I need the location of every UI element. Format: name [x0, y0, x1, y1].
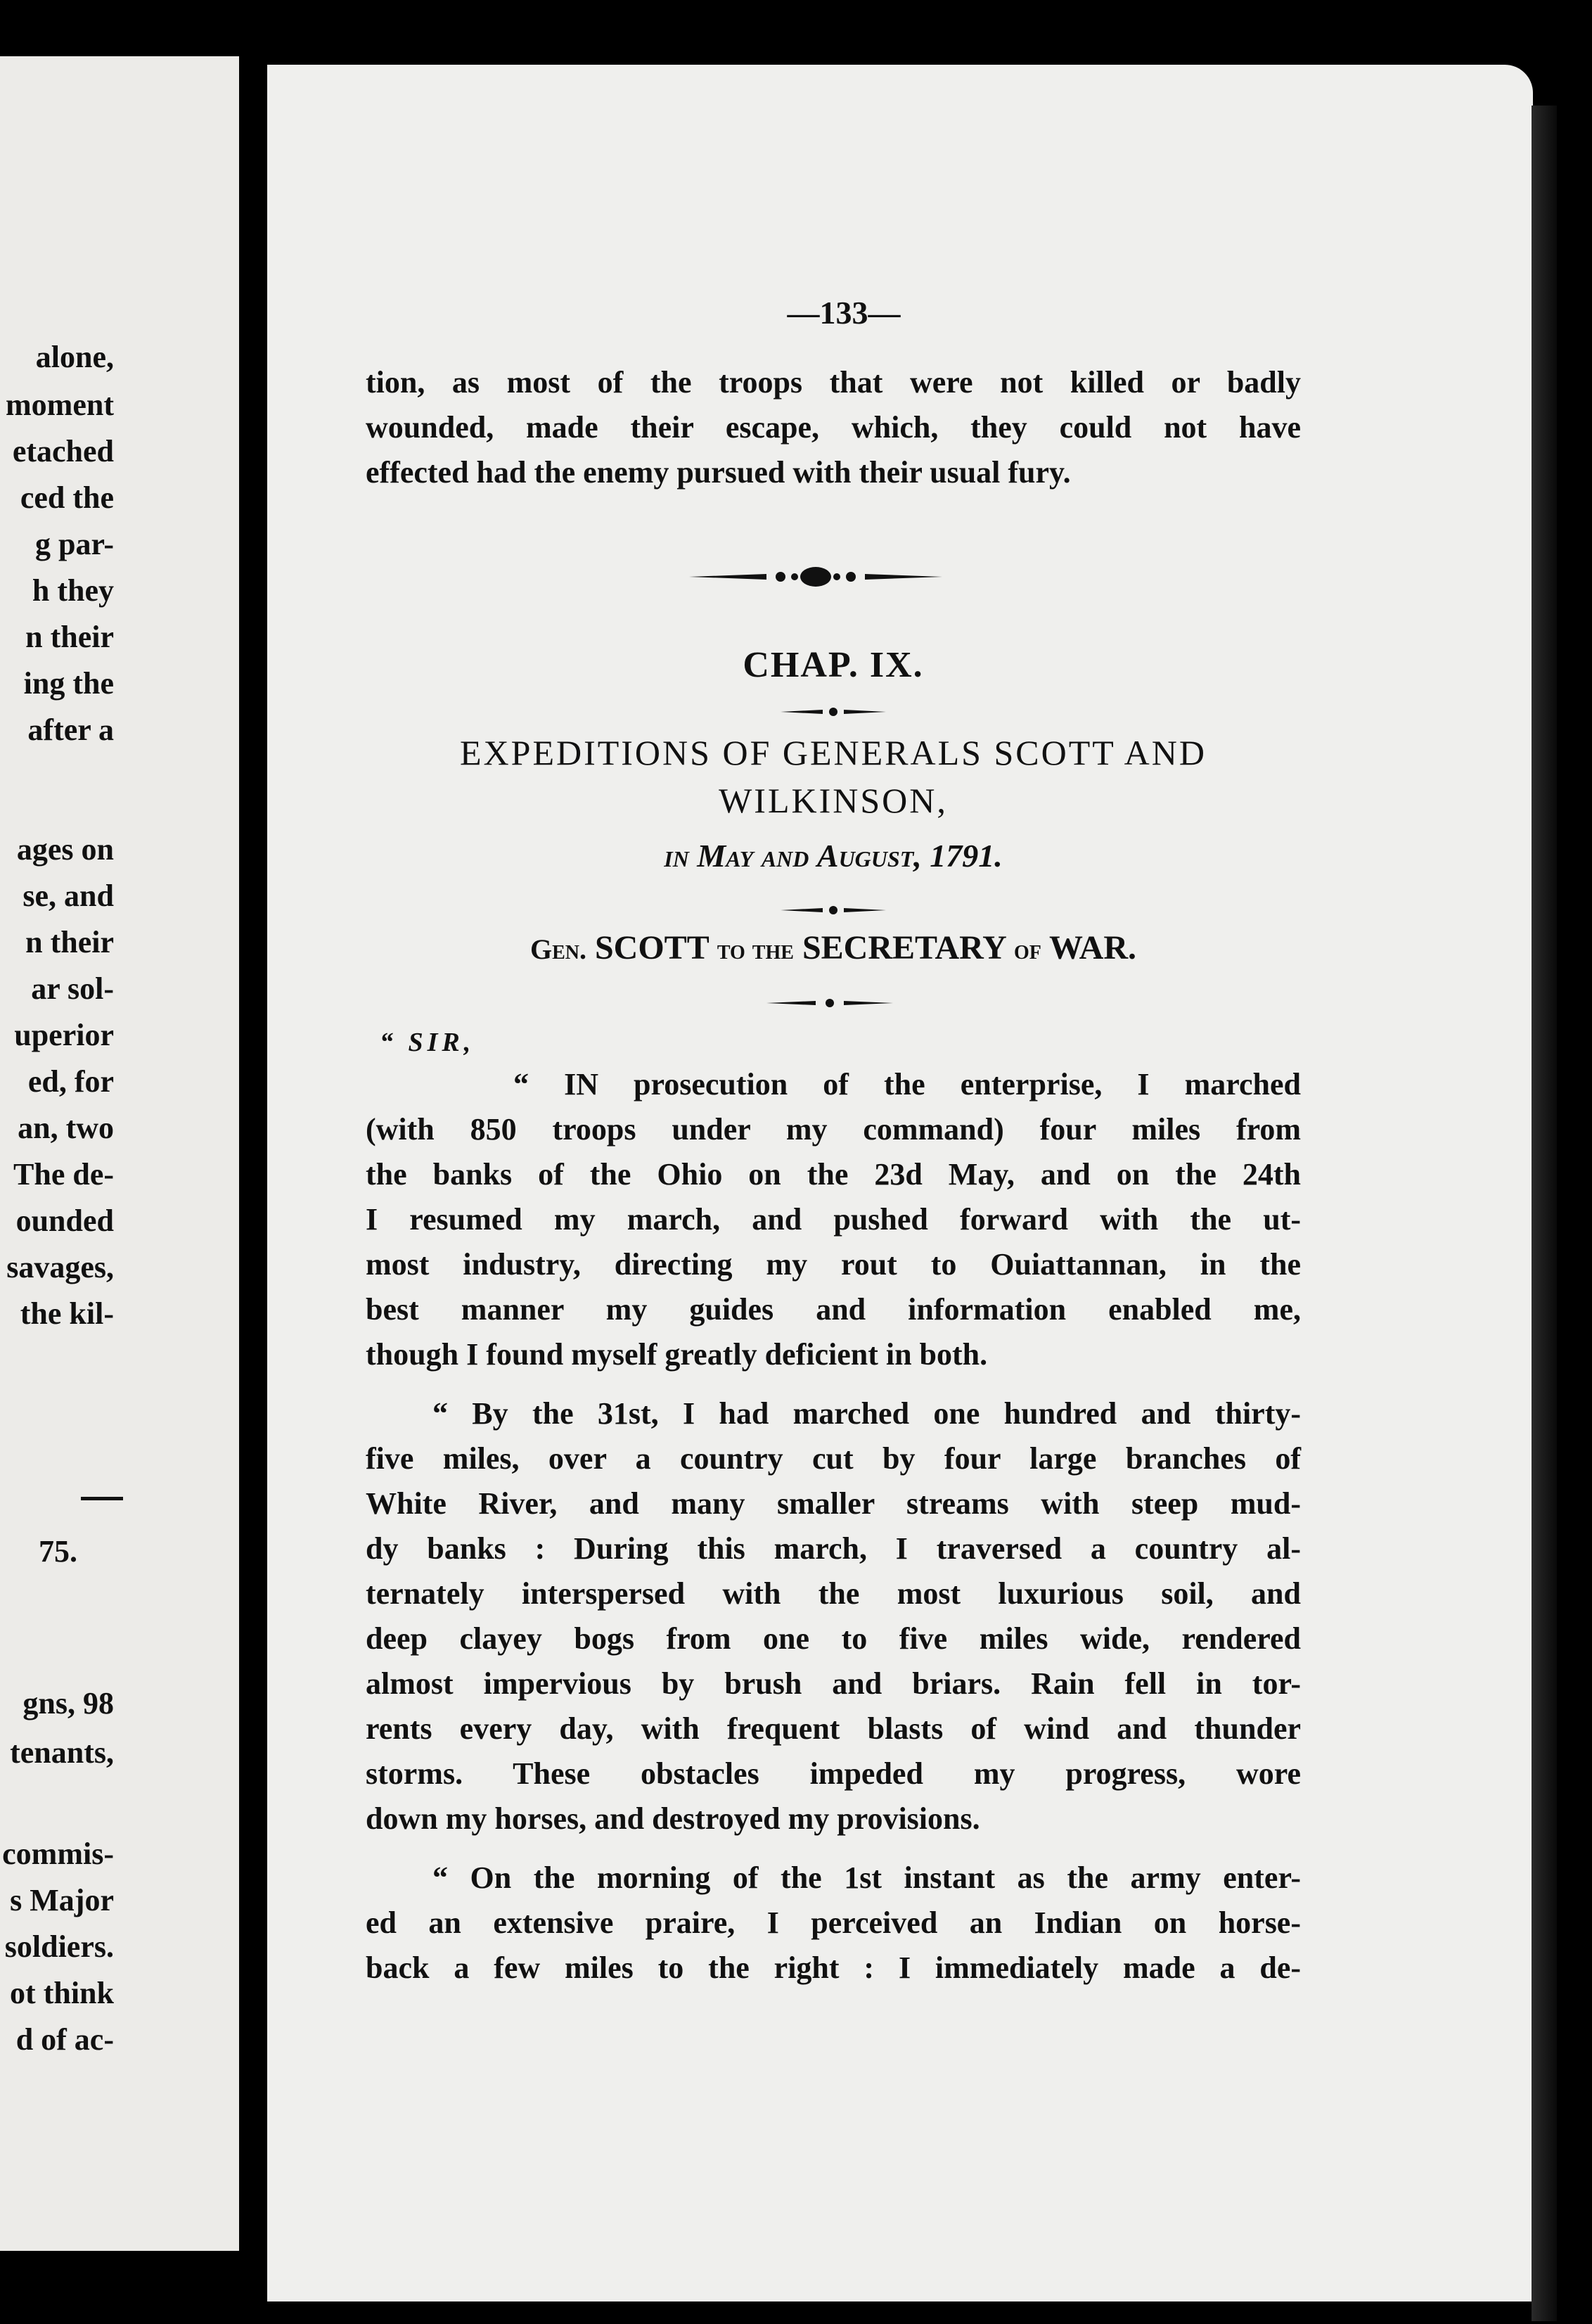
left-line: h they: [32, 573, 114, 608]
left-rule: [81, 1497, 123, 1500]
subtitle-and: and: [761, 838, 809, 874]
text-line: dy banks : During this march, I traversed a country al-: [366, 1531, 1301, 1566]
left-line: commis-: [2, 1837, 114, 1871]
ornament-divider: [689, 563, 942, 591]
heading-to-the: to the: [717, 933, 794, 965]
heading-war: WAR.: [1049, 929, 1137, 966]
text-line: “ IN prosecution of the enterprise, I marched: [513, 1067, 1301, 1102]
left-line: the kil-: [20, 1296, 114, 1331]
text-line: (with 850 troops under my command) four miles from: [366, 1112, 1301, 1147]
left-line: alone,: [35, 340, 114, 374]
text-line: most industry, directing my rout to Ouiattannan, in the: [366, 1247, 1301, 1282]
left-line: ing the: [23, 666, 114, 701]
text-line: rents every day, with frequent blasts of wind and thunder: [366, 1711, 1301, 1746]
text-line: White River, and many smaller streams with steep mud-: [366, 1486, 1301, 1521]
text-line: almost impervious by brush and briars. Rain fell in tor-: [366, 1666, 1301, 1701]
left-line: ced the: [20, 480, 114, 515]
text-line: ed an extensive praire, I perceived an Indian on horse-: [366, 1905, 1301, 1940]
left-line: s Major: [10, 1883, 114, 1917]
paragraph-1: [366, 1062, 1301, 1377]
left-line: 75.: [39, 1534, 77, 1569]
text-line: the banks of the Ohio on the 23d May, and on the 24th: [366, 1157, 1301, 1192]
title-line: WILKINSON,: [719, 781, 948, 820]
rule-ornament: [781, 705, 886, 719]
paragraph-3: [366, 1856, 1301, 1991]
chapter-subtitle: [366, 837, 1301, 874]
left-line: an, two: [18, 1111, 114, 1145]
left-line: ounded: [15, 1204, 114, 1238]
text-line: deep clayey bogs from one to five miles wide, rendered: [366, 1621, 1301, 1656]
salutation: “ SIR,: [380, 1028, 475, 1057]
title-line: EXPEDITIONS OF GENERALS SCOTT AND: [459, 733, 1207, 772]
left-line: tenants,: [10, 1735, 114, 1770]
left-line: The de-: [13, 1157, 114, 1192]
left-line: savages,: [6, 1250, 114, 1284]
previous-page-fragment: [0, 56, 239, 2251]
left-line: ot think: [10, 1976, 114, 2010]
text-line: ternately interspersed with the most luxurious soil, and: [366, 1576, 1301, 1611]
text-line: wounded, made their escape, which, they could not have: [366, 410, 1301, 445]
heading-gen: Gen.: [529, 933, 586, 965]
text-line: I resumed my march, and pushed forward with the ut-: [366, 1202, 1301, 1237]
left-line: ages on: [16, 832, 114, 867]
text-line: storms. These obstacles impeded my progress, wore: [366, 1756, 1301, 1791]
text-line: “ On the morning of the 1st instant as the army enter-: [432, 1860, 1301, 1895]
rule-ornament: [781, 903, 886, 917]
book-gutter: [239, 0, 267, 2324]
chapter-title: [366, 729, 1301, 824]
left-line: gns, 98: [23, 1686, 114, 1720]
rule-ornament: [766, 996, 893, 1010]
left-line: d of ac-: [15, 2022, 114, 2057]
subtitle-in: in: [664, 838, 689, 874]
left-line: ed, for: [27, 1064, 114, 1099]
letter-heading: [366, 928, 1301, 967]
left-line: ar sol-: [31, 971, 114, 1006]
left-line: after a: [27, 713, 114, 747]
left-line: uperior: [14, 1018, 114, 1052]
page-number: —133—: [787, 295, 901, 331]
left-line: g par-: [34, 527, 114, 561]
left-line: etached: [12, 434, 114, 468]
page-edge: [1532, 106, 1557, 2321]
continuation-paragraph: [366, 360, 1301, 495]
left-line: soldiers.: [4, 1929, 114, 1964]
text-line: tion, as most of the troops that were not killed or badly: [366, 365, 1301, 400]
left-line: n their: [25, 620, 114, 654]
text-line: effected had the enemy pursued with their usual fury.: [366, 455, 1071, 490]
left-line: se, and: [23, 879, 114, 913]
text-line: “ By the 31st, I had marched one hundred and thirty-: [432, 1396, 1301, 1431]
heading-secretary: SECRETARY: [802, 929, 1006, 966]
text-line: down my horses, and destroyed my provisions.: [366, 1801, 980, 1836]
paragraph-2: [366, 1391, 1301, 1841]
text-line: back a few miles to the right : I immediately made a de-: [366, 1950, 1301, 1985]
text-line: five miles, over a country cut by four large branches of: [366, 1441, 1301, 1476]
heading-of: of: [1013, 933, 1041, 965]
text-line: best manner my guides and information enabled me,: [366, 1292, 1301, 1327]
subtitle-may: May: [697, 838, 754, 874]
text-line: though I found myself greatly deficient in both.: [366, 1337, 988, 1372]
chapter-heading: CHAP. IX.: [743, 645, 924, 685]
left-line: moment: [6, 388, 114, 422]
left-line: n their: [25, 925, 114, 959]
heading-scott: SCOTT: [594, 929, 709, 966]
subtitle-year: , 1791.: [913, 838, 1003, 874]
subtitle-august: August: [816, 838, 914, 874]
